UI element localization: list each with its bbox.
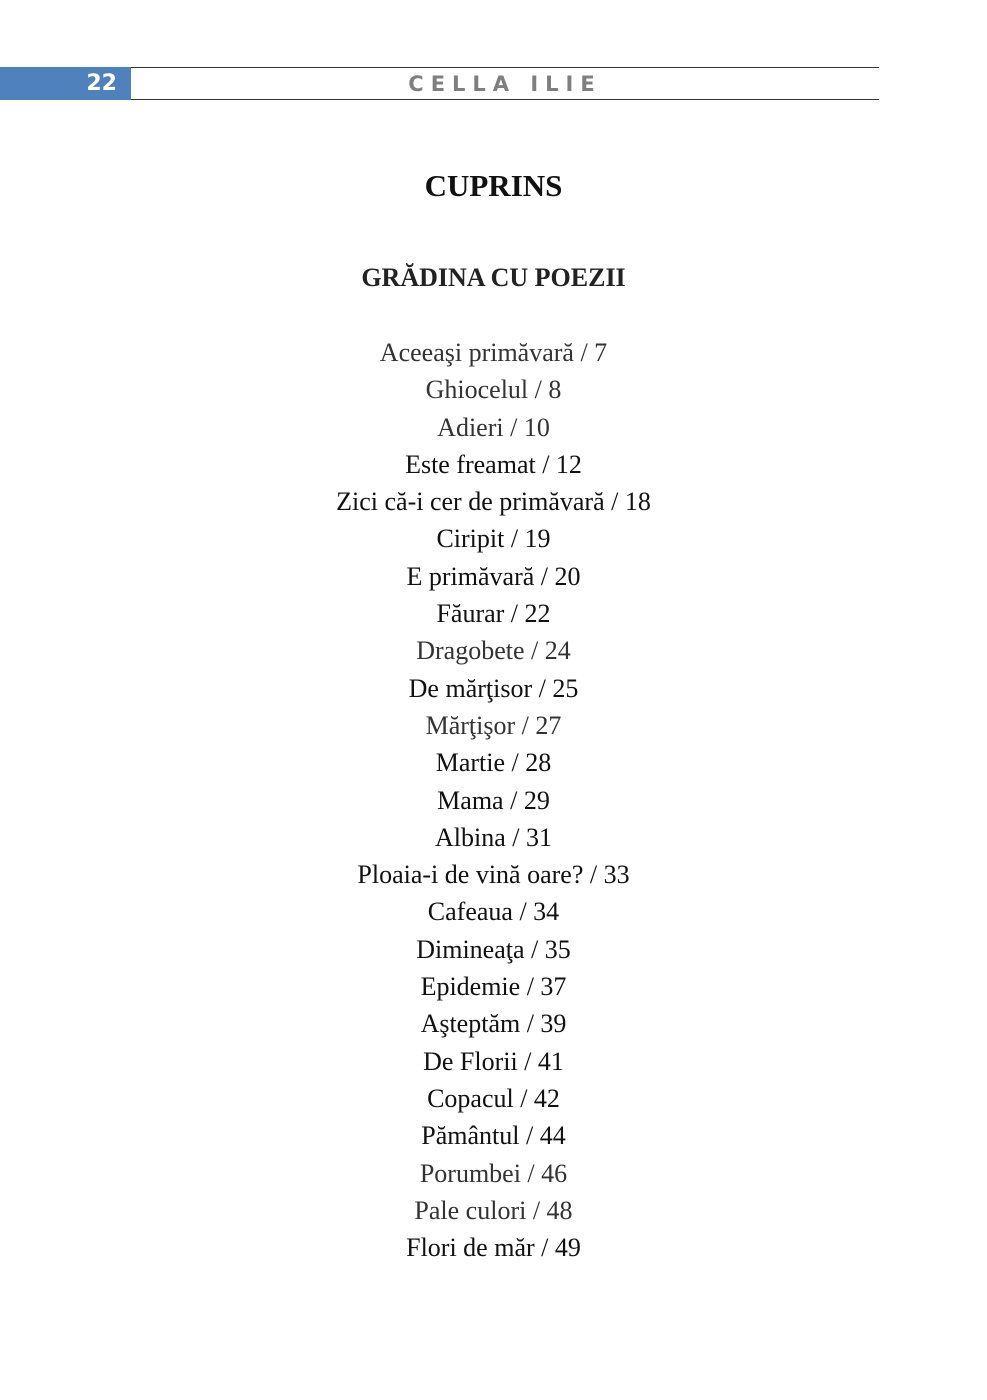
table-of-contents [0, 334, 987, 1266]
toc-entry: Aşteptăm / 39 [420, 1009, 567, 1039]
toc-entry: E primăvară / 20 [406, 561, 581, 591]
toc-entry: Adieri / 10 [437, 412, 550, 442]
toc-entry: Flori de măr / 49 [406, 1233, 581, 1263]
page-number-tab [0, 67, 131, 100]
toc-entry: Mărţişor / 27 [425, 710, 562, 740]
toc-entry: Pământul / 44 [421, 1121, 566, 1151]
toc-entry: Ciripit / 19 [436, 524, 551, 554]
toc-entry: Martie / 28 [435, 748, 552, 778]
toc-entry: Zici că-i cer de primăvară / 18 [336, 487, 651, 517]
toc-entry: De Florii / 41 [423, 1046, 564, 1076]
header-rule-bottom [131, 99, 879, 100]
toc-entry: Epidemie / 37 [420, 972, 567, 1002]
running-header-author: CELLA ILIE [408, 71, 602, 96]
toc-entry: Porumbei / 46 [419, 1158, 568, 1188]
toc-entry: Dragobete / 24 [416, 636, 571, 666]
toc-entry: Mama / 29 [437, 785, 550, 815]
page-number: 22 [86, 71, 117, 96]
section-title: GRĂDINA CU POEZII [361, 263, 626, 292]
toc-entry: Aceeaşi primăvară / 7 [379, 338, 608, 367]
toc-entry: Este freamat / 12 [405, 449, 582, 479]
toc-entry: Cafeaua / 34 [427, 897, 560, 927]
toc-entry: Ghiocelul / 8 [425, 375, 562, 405]
toc-entry: Dimineaţa / 35 [416, 934, 571, 964]
toc-entry: Albina / 31 [435, 822, 552, 852]
toc-entry: Ploaia-i de vină oare? / 33 [357, 860, 630, 890]
toc-entry: Făurar / 22 [436, 599, 551, 629]
toc-entry: De mărţisor / 25 [408, 673, 579, 703]
page-title: CUPRINS [424, 168, 563, 203]
toc-entry: Pale culori / 48 [414, 1195, 573, 1225]
toc-entry: Copacul / 42 [427, 1083, 560, 1113]
